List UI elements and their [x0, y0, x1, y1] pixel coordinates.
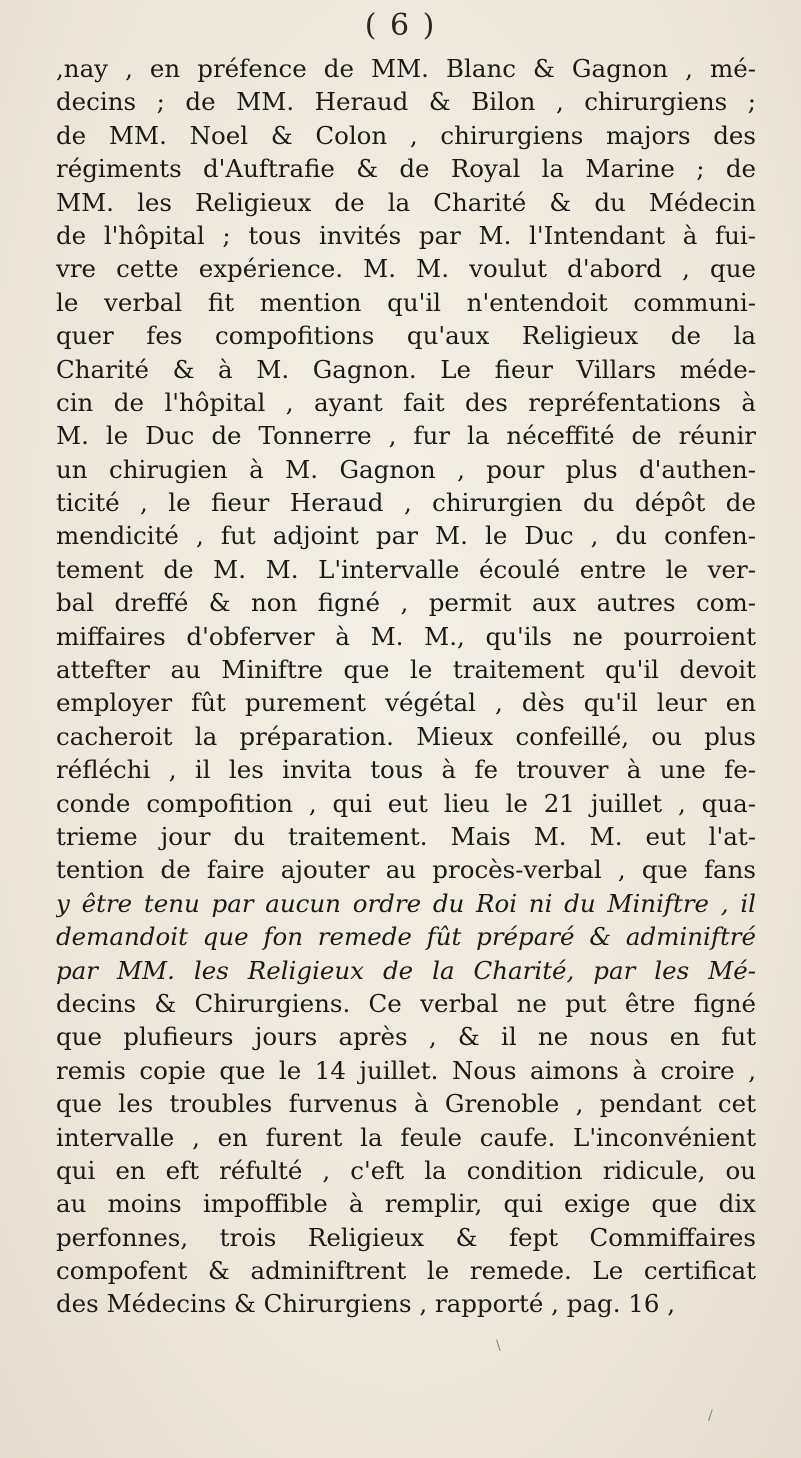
text-line: de l'hôpital ; tous invités par M. l'Intendant à fui-	[56, 220, 756, 250]
text-line-italic: y être tenu par aucun ordre du Roi ni du Miniftre , il	[56, 888, 756, 918]
text-line: compofent & adminiftrent le remede. Le certificat	[56, 1256, 756, 1286]
ink-mark: /	[708, 1408, 713, 1424]
text-line: perfonnes, trois Religieux & fept Commiffaires	[56, 1222, 756, 1252]
text-line: des Médecins & Chirurgiens , rapporté , pag. 16 ,	[56, 1289, 676, 1319]
text-line: cin de l'hôpital , ayant fait des repréfentations à	[56, 387, 756, 417]
text-line: ticité , le fieur Heraud , chirurgien du dépôt de	[56, 488, 756, 518]
text-line: le verbal fit mention qu'il n'entendoit communi-	[56, 287, 756, 317]
text-line: attefter au Miniftre que le traitement qu'il devoit	[56, 655, 756, 685]
text-line: mendicité , fut adjoint par M. le Duc , du confen-	[56, 521, 756, 551]
text-line: qui en eft réfulté , c'eft la condition ridicule, ou	[56, 1155, 756, 1185]
text-line-italic: par MM. les Religieux de la Charité, par les Mé-	[56, 955, 756, 985]
text-line-italic: demandoit que fon remede fût préparé & adminiftré	[56, 922, 756, 952]
ink-mark: \	[496, 1338, 501, 1354]
text-line: que les troubles furvenus à Grenoble , pendant cet	[56, 1089, 756, 1119]
text-line: réfléchi , il les invita tous à fe trouver à une fe-	[56, 755, 756, 785]
text-line: MM. les Religieux de la Charité & du Médecin	[56, 187, 756, 217]
text-line: bal dreffé & non figné , permit aux autres com-	[56, 588, 756, 618]
text-line: employer fût purement végétal , dès qu'il leur en	[56, 688, 756, 718]
text-line: régiments d'Auftrafie & de Royal la Marine ; de	[56, 154, 756, 184]
text-line: ,nay , en préfence de MM. Blanc & Gagnon , mé-	[56, 54, 756, 83]
text-line: vre cette expérience. M. M. voulut d'abord , que	[56, 254, 756, 284]
text-line: intervalle , en furent la feule caufe. L'inconvénient	[56, 1122, 756, 1152]
text-line: un chirugien à M. Gagnon , pour plus d'authen-	[56, 454, 756, 484]
body-text	[56, 52, 756, 1321]
text-line: remis copie que le 14 juillet. Nous aimons à croire ,	[56, 1055, 756, 1085]
text-line: que plufieurs jours après , & il ne nous en fut	[56, 1022, 756, 1052]
text-line: miffaires d'obferver à M. M., qu'ils ne pourroient	[56, 621, 756, 651]
text-line: decins ; de MM. Heraud & Bilon , chirurgiens ;	[56, 87, 756, 117]
text-line: tement de M. M. L'intervalle écoulé entre le ver-	[56, 554, 756, 584]
text-line: de MM. Noel & Colon , chirurgiens majors des	[56, 120, 756, 150]
text-line: tention de faire ajouter au procès-verbal , que fans	[56, 855, 756, 885]
page-number: ( 6 )	[364, 8, 437, 43]
text-line: decins & Chirurgiens. Ce verbal ne put être figné	[56, 988, 756, 1018]
text-line: trieme jour du traitement. Mais M. M. eut l'at-	[56, 821, 756, 851]
text-line: quer fes compofitions qu'aux Religieux de la	[56, 321, 756, 351]
text-line: Charité & à M. Gagnon. Le fieur Villars méde-	[56, 354, 756, 384]
text-line: M. le Duc de Tonnerre , fur la néceffité de réunir	[56, 421, 756, 451]
text-line: au moins impoffible à remplir, qui exige que dix	[56, 1189, 756, 1219]
text-line: cacheroit la préparation. Mieux confeillé, ou plus	[56, 721, 756, 751]
text-line: conde compofition , qui eut lieu le 21 juillet , qua-	[56, 788, 756, 818]
